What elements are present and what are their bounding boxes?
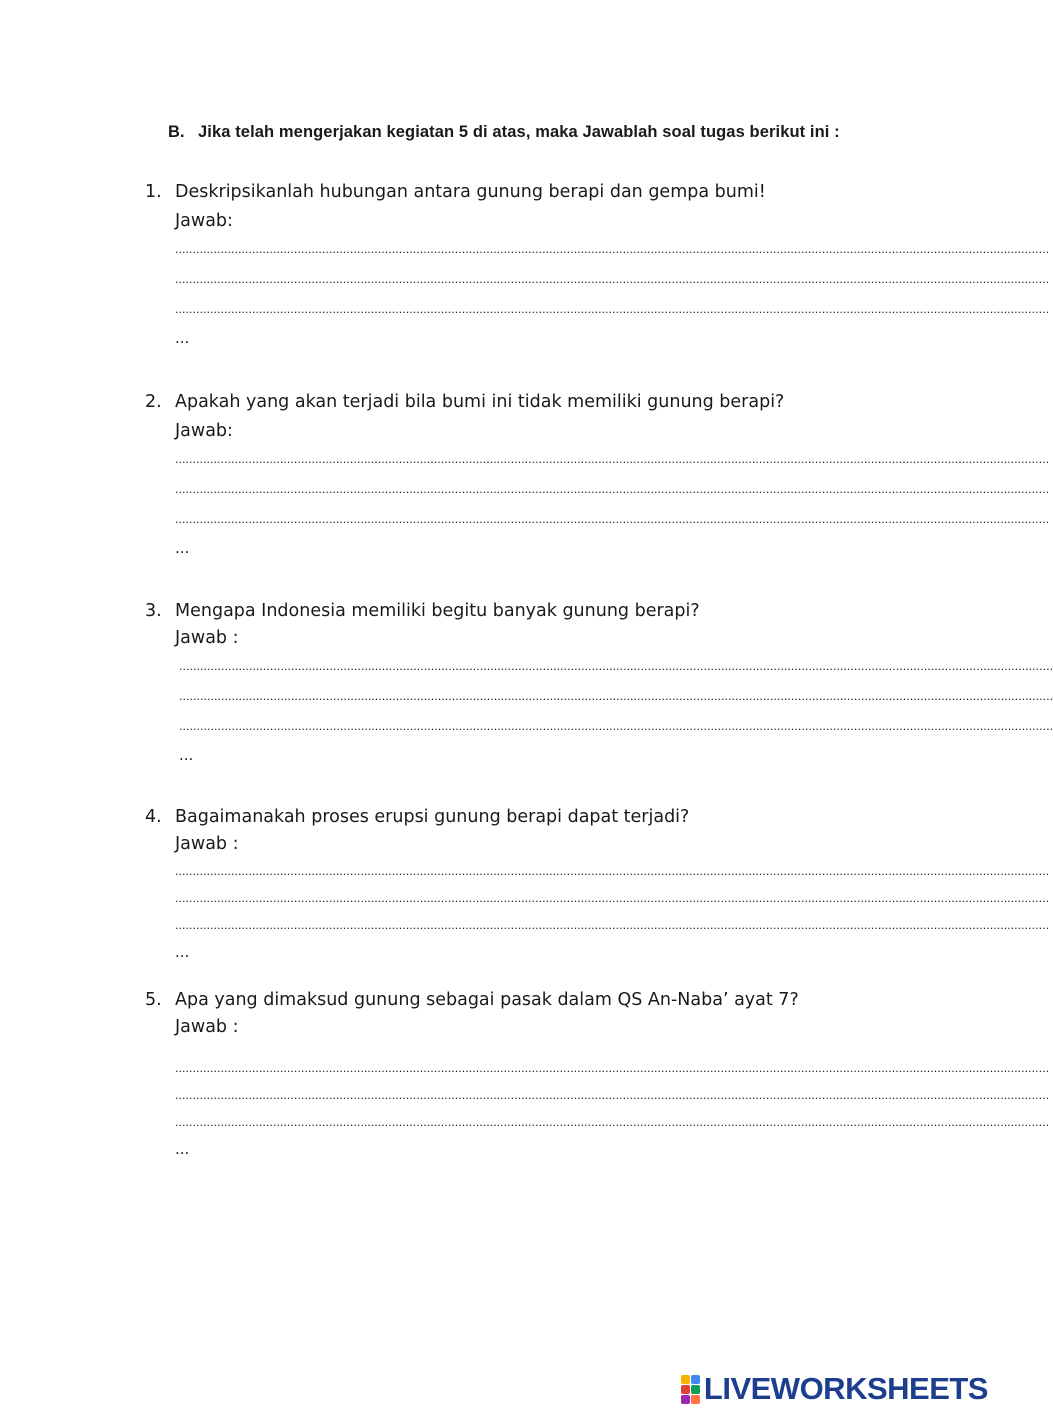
answer-line-3[interactable]: .......................................................................................................................................................................................................................................................... [179, 720, 1053, 733]
answer-line-2[interactable]: .......................................................................................................................................................................................................................................................... [175, 483, 1050, 496]
answer-line-3[interactable]: .......................................................................................................................................................................................................................................................... [175, 513, 1050, 526]
logo-tile [691, 1375, 700, 1384]
logo-text: LIVEWORKSHEETS [703, 1371, 988, 1406]
question-text: Apa yang dimaksud gunung sebagai pasak dalam QS An-Naba’ ayat 7? [175, 990, 799, 1010]
section-instruction: Jika telah mengerjakan kegiatan 5 di atas, maka Jawablah soal tugas berikut ini : [198, 123, 840, 141]
answer-line-1[interactable]: .......................................................................................................................................................................................................................................................... [175, 243, 1050, 256]
answer-label: Jawab: [175, 421, 233, 441]
answer-ellipsis: ... [175, 539, 190, 557]
question-text: Apakah yang akan terjadi bila bumi ini tidak memiliki gunung berapi? [175, 392, 785, 412]
question-number: 4. [145, 807, 162, 827]
question-number: 3. [145, 601, 162, 621]
answer-ellipsis: ... [175, 943, 190, 961]
logo-tile [681, 1375, 690, 1384]
liveworksheets-logo [681, 1371, 988, 1407]
question-number: 1. [145, 182, 162, 202]
answer-ellipsis: ... [175, 1140, 190, 1158]
answer-line-2[interactable]: .......................................................................................................................................................................................................................................................... [179, 690, 1053, 703]
logo-tiles-icon [681, 1375, 700, 1404]
answer-label: Jawab : [175, 628, 239, 648]
answer-line-1[interactable]: .......................................................................................................................................................................................................................................................... [175, 865, 1050, 878]
answer-line-2[interactable]: .......................................................................................................................................................................................................................................................... [175, 1089, 1050, 1102]
logo-tile [691, 1395, 700, 1404]
answer-line-3[interactable]: .......................................................................................................................................................................................................................................................... [175, 303, 1050, 316]
answer-line-1[interactable]: .......................................................................................................................................................................................................................................................... [179, 660, 1053, 673]
answer-ellipsis: ... [179, 746, 194, 764]
answer-label: Jawab: [175, 211, 233, 231]
answer-line-1[interactable]: .......................................................................................................................................................................................................................................................... [175, 1062, 1050, 1075]
logo-tile [691, 1385, 700, 1394]
question-number: 5. [145, 990, 162, 1010]
question-text: Mengapa Indonesia memiliki begitu banyak gunung berapi? [175, 601, 700, 621]
question-2 [145, 388, 1050, 561]
question-text: Deskripsikanlah hubungan antara gunung berapi dan gempa bumi! [175, 182, 766, 202]
question-number: 2. [145, 392, 162, 412]
logo-tile [681, 1385, 690, 1394]
answer-ellipsis: ... [175, 329, 190, 347]
logo-tile [681, 1395, 690, 1404]
question-1 [145, 178, 1050, 351]
answer-label: Jawab : [175, 834, 239, 854]
question-4 [145, 804, 1050, 965]
question-5 [145, 987, 1050, 1162]
answer-label: Jawab : [175, 1017, 239, 1037]
answer-line-3[interactable]: .......................................................................................................................................................................................................................................................... [175, 1116, 1050, 1129]
question-text: Bagaimanakah proses erupsi gunung berapi dapat terjadi? [175, 807, 690, 827]
section-letter: B. [168, 123, 185, 141]
answer-line-1[interactable]: .......................................................................................................................................................................................................................................................... [175, 453, 1050, 466]
answer-line-2[interactable]: .......................................................................................................................................................................................................................................................... [175, 273, 1050, 286]
section-heading [168, 123, 840, 142]
answer-line-3[interactable]: .......................................................................................................................................................................................................................................................... [175, 919, 1050, 932]
answer-line-2[interactable]: .......................................................................................................................................................................................................................................................... [175, 892, 1050, 905]
question-3 [145, 598, 1053, 768]
